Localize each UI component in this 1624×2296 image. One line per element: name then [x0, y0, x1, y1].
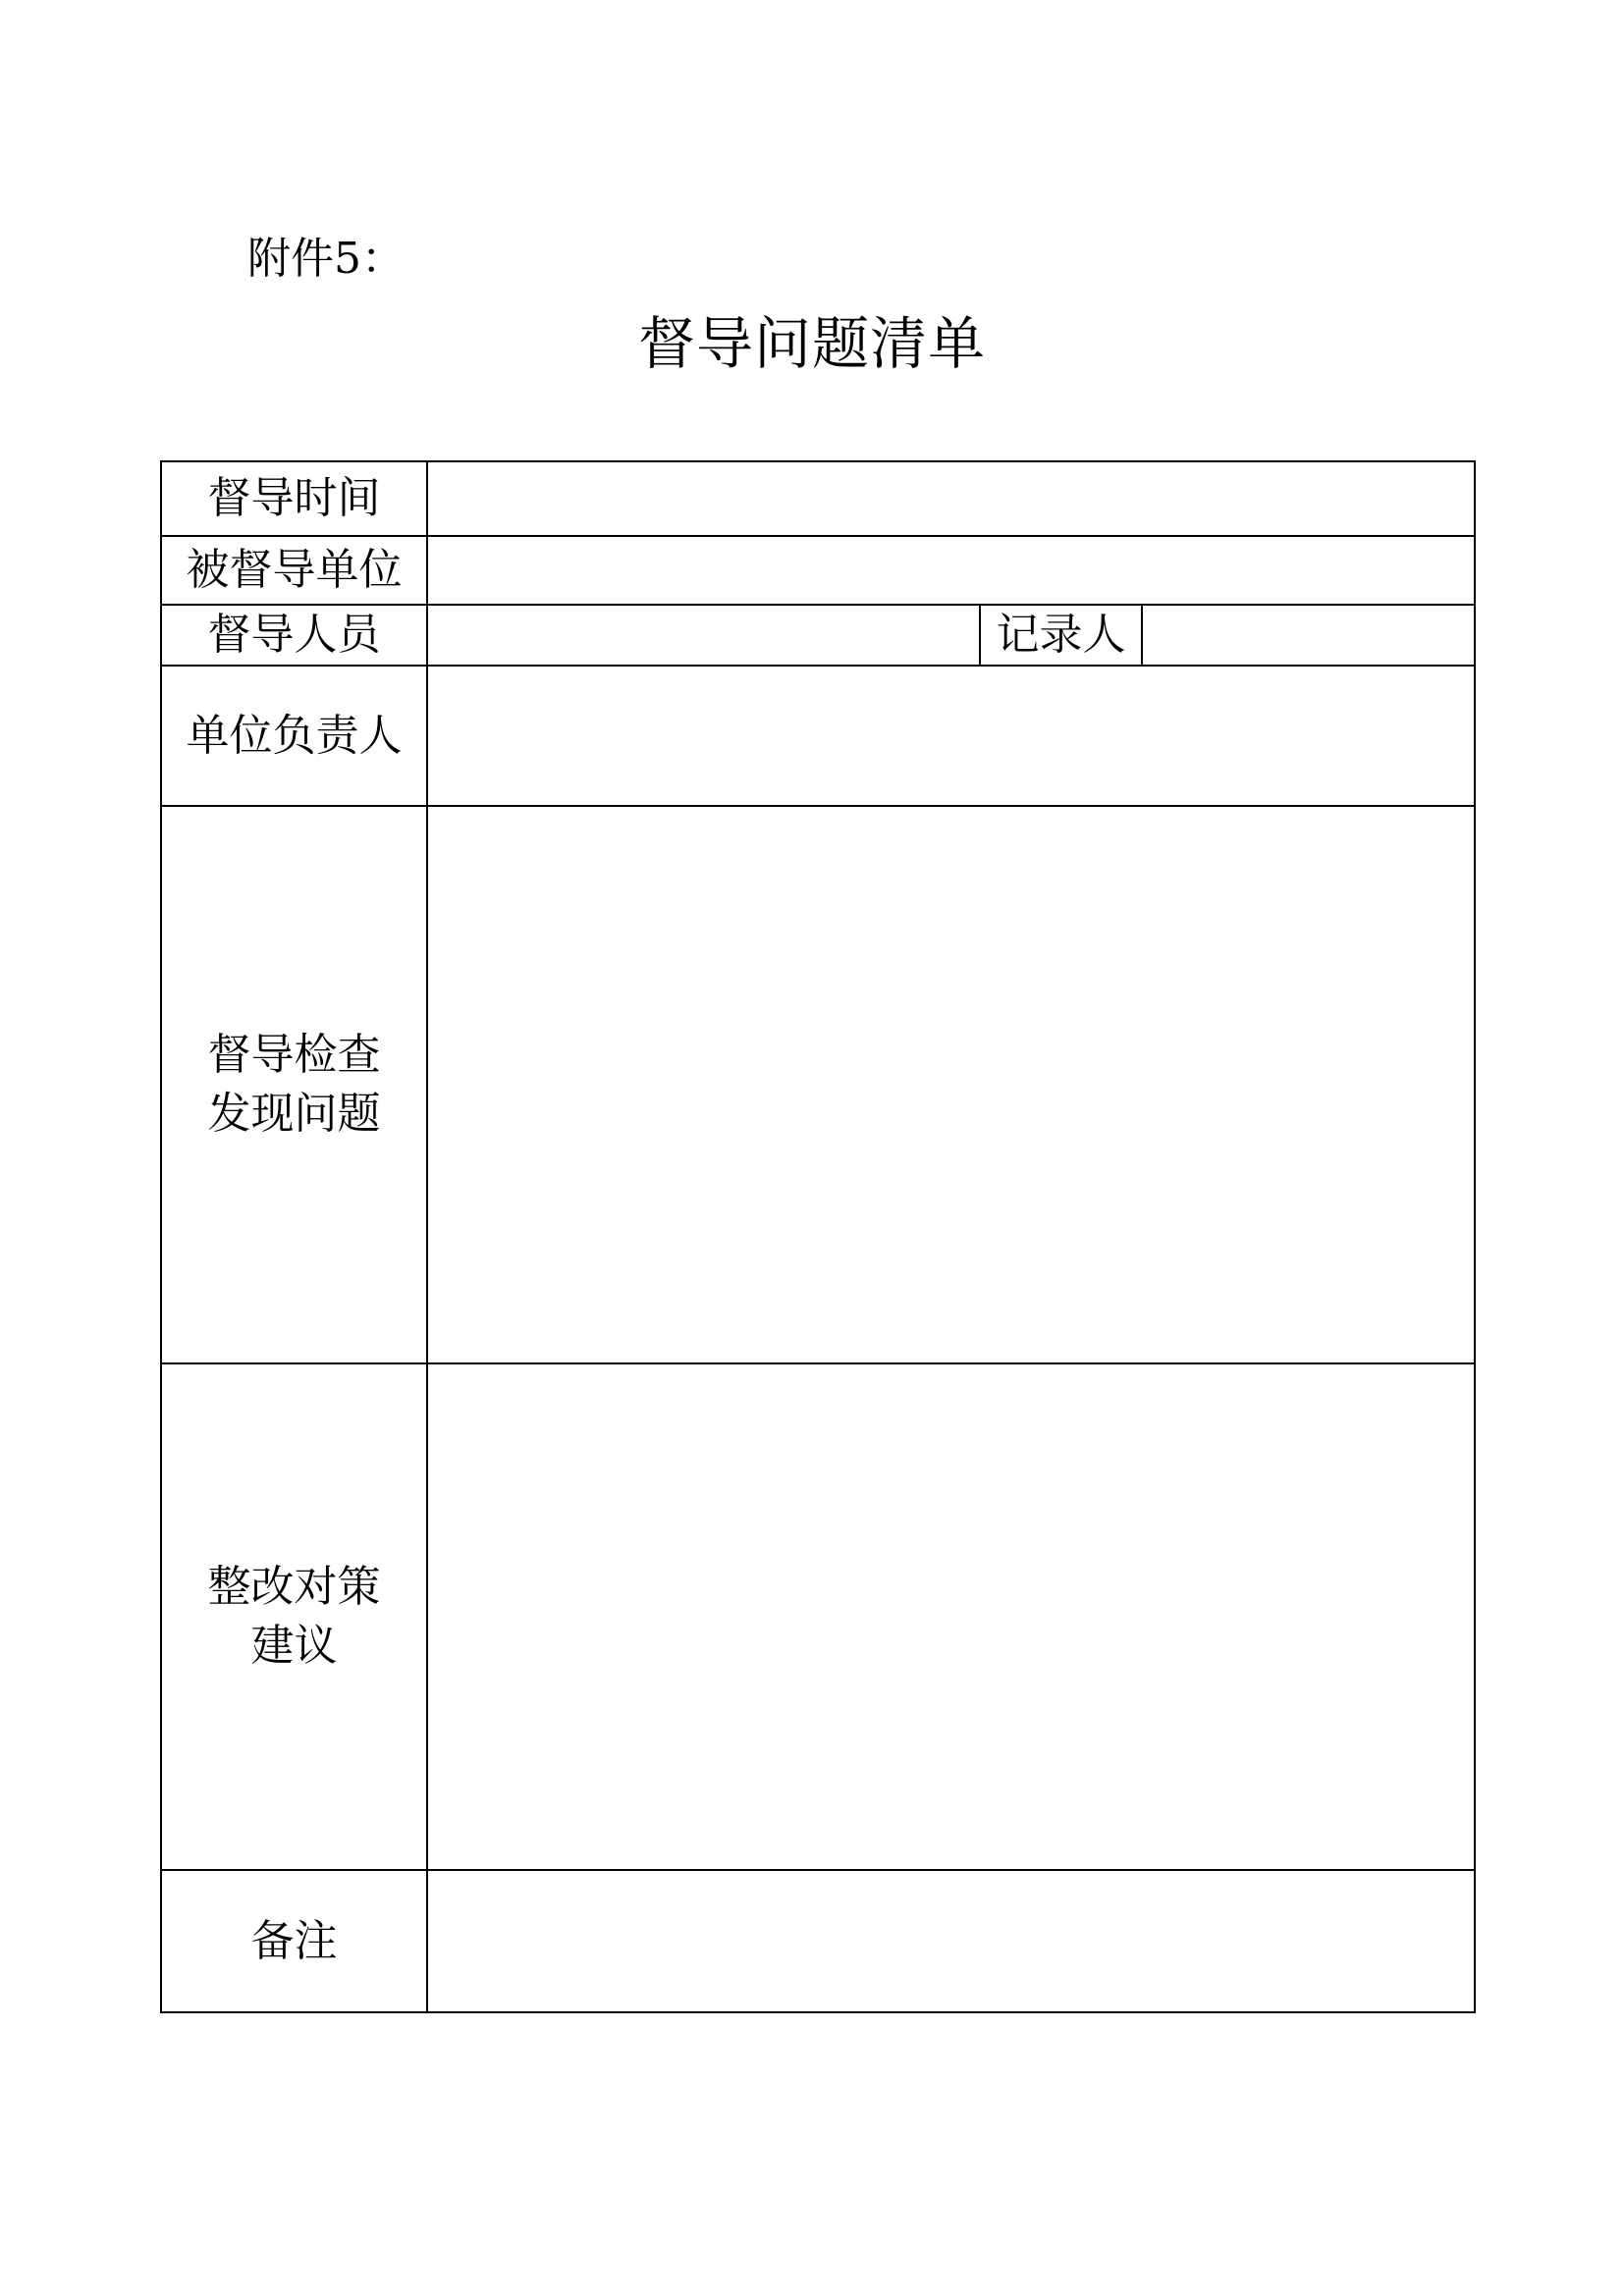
row-supervisors	[161, 605, 1475, 666]
row-remarks	[161, 1870, 1475, 2012]
supervision-time-label: 督导时间	[161, 461, 427, 536]
supervision-time-field[interactable]	[427, 461, 1475, 536]
supervision-issues-form	[160, 460, 1476, 2013]
issues-found-label-line2: 发现问题	[207, 1089, 381, 1139]
recorder-label: 记录人	[980, 605, 1142, 666]
issues-found-field[interactable]	[427, 806, 1475, 1363]
rectification-label-line2: 建议	[250, 1621, 338, 1671]
row-issues-found	[161, 806, 1475, 1363]
attachment-label: 附件5：	[247, 234, 405, 284]
row-supervision-time	[161, 461, 1475, 536]
document-title: 督导问题清单	[637, 310, 986, 377]
supervisors-label: 督导人员	[161, 605, 427, 666]
rectification-label	[161, 1363, 427, 1870]
supervised-unit-label: 被督导单位	[161, 536, 427, 605]
row-supervised-unit	[161, 536, 1475, 605]
unit-head-field[interactable]	[427, 666, 1475, 806]
rectification-field[interactable]	[427, 1363, 1475, 1870]
issues-found-label-line1: 督导检查	[207, 1030, 381, 1080]
rectification-label-line1: 整改对策	[207, 1562, 381, 1612]
supervisors-field[interactable]	[427, 605, 980, 666]
recorder-field[interactable]	[1142, 605, 1475, 666]
remarks-label: 备注	[161, 1870, 427, 2012]
supervised-unit-field[interactable]	[427, 536, 1475, 605]
row-rectification	[161, 1363, 1475, 1870]
unit-head-label: 单位负责人	[161, 666, 427, 806]
row-unit-head	[161, 666, 1475, 806]
issues-found-label	[161, 806, 427, 1363]
remarks-field[interactable]	[427, 1870, 1475, 2012]
